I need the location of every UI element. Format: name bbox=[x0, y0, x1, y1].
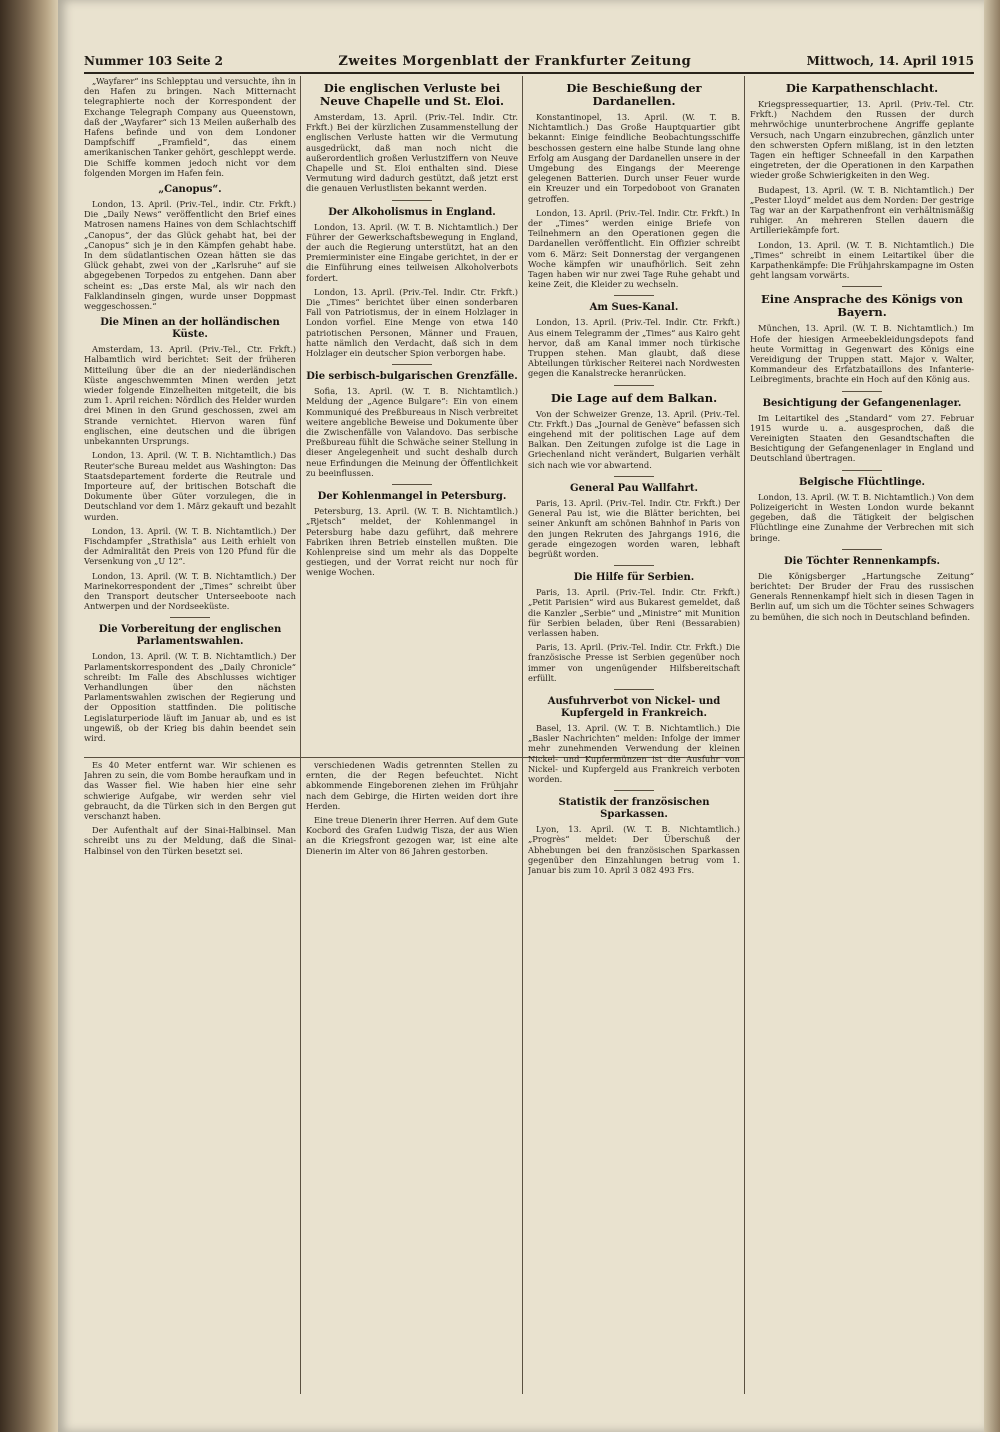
article-minen: Amsterdam, 13. April. (Priv.-Tel., Ctr. Frkft.) Halbamtlich wird berichtet: Seit der früheren Mitteilung über die an der niederländischen Küste angeschwemmten Minen werden jetzt wieder folgende Einzelheiten mitgeteilt, die bis zum 1. April reichen: Nördlich des Helder wurden drei Minen in den Grund geschossen, zwei am Strande vernichtet. Hiervon waren fünf englischen, eine deutschen und die übrigen unbekannten Ursprungs. bbox=[84, 344, 296, 447]
divider bbox=[614, 385, 654, 386]
column-4 bbox=[750, 76, 974, 1394]
article-balkan: Von der Schweizer Grenze, 13. April. (Priv.-Tel. Ctr. Frkft.) Das „Journal de Genève“ befassen sich eingehend mit der politischen Lage auf dem Balkan. Den Zeitungen zufolge ist die Lage in Griechenland nicht verändert, Bulgarien verhält sich nach wie vor abwartend. bbox=[528, 408, 740, 470]
article-sues-kanal: London, 13. April. (Priv.-Tel. Indir. Ctr. Frkft.) Aus einem Telegramm der „Times“ aus Kairo geht hervor, daß am Kanal immer noch türkische Truppen stehen. Man glaubt, daß diese Abteilungen türkischer Reiterei nach Nordwesten gegen die Kanalstrecke heranrücken. bbox=[528, 317, 740, 379]
article-kohlenmangel: Petersburg, 13. April. (W. T. B. Nichtamtlich.) „Rjetsch“ meldet, der Kohlenmangel in Petersburg habe dazu geführt, daß mehrere Fabriken ihren Betrieb einstellen mußten. Die Kohlenpreise sind um mehr als das Doppelte gestiegen, und der Vorrat reicht nur noch für wenige Wochen. bbox=[306, 506, 518, 578]
article-dardanellen-briefe: London, 13. April. (Priv.-Tel. Indir. Ctr. Frkft.) In der „Times“ werden einige Briefe von Teilnehmern an den Operationen gegen die Dardanellen veröffentlicht. Ein Offizier schreibt vom 6. März: Seit Donnerstag der vergangenen Woche kämpfen wir unaufhörlich. Seit zehn Tagen haben wir nur zwei Tage Ruhe gehabt und keine Zeit, die Kleider zu wechseln. bbox=[528, 207, 740, 290]
feuilleton-sinai: Der Aufenthalt auf der Sinai-Halbinsel. Man schreibt uns zu der Meldung, daß die Sinai-Halbinsel von den Türken besetzt sei. bbox=[84, 825, 296, 856]
divider bbox=[392, 200, 432, 201]
article-budapest: Budapest, 13. April. (W. T. B. Nichtamtlich.) Der „Pester Lloyd“ meldet aus dem Norden: Der gestrige Tag war an der Karpathenfront ein verhältnismäßig ruhiger. An mehreren Stellen dauern die Artilleriekämpfe fort. bbox=[750, 184, 974, 236]
article-sparkassen: Lyon, 13. April. (W. T. B. Nichtamtlich.) „Progrès“ meldet: Der Überschuß der Abhebungen bei den französischen Sparkassen gegenüber den Einzahlungen betrug vom 1. Januar bis zum 10. April 3 082 493 Frs. bbox=[528, 824, 740, 875]
divider bbox=[614, 689, 654, 690]
column-rule bbox=[522, 76, 523, 1394]
article-canopus: London, 13. April. (Priv.-Tel., indir. Ctr. Frkft.) Die „Daily News“ veröffentlicht den Brief eines Matrosen namens Haines von dem Schlachtschiff „Canopus“, der das Glück gehabt hat, bei der „Canopus“ sich je in den Kämpfen gehabt habe. In dem südatlantischen Ozean hätten sie das Glück gehabt, zwei von der „Karlsruhe“ auf sie abgegebenen Torpedos zu entgehen. Dann aber scheint es: „Das erste Mal, als wir nach den Falklandinseln gingen, wurde unser Doppmast weggeschossen.“ bbox=[84, 199, 296, 312]
headline-canopus: „Canopus“. bbox=[158, 184, 222, 196]
headline-balkan: Die Lage auf dem Balkan. bbox=[550, 390, 718, 405]
headline-minen: Die Minen an der holländischen Küste. bbox=[100, 317, 280, 341]
article-unterseeboote: London, 13. April. (W. T. B. Nichtamtlich.) Der Marinekorrespondent der „Times“ schreibt über den Transport deutscher Unterseeboote nach Antwerpen und der Nordseeküste. bbox=[84, 570, 296, 612]
headline-gefangenenlager: Besichtigung der Gefangenenlager. bbox=[762, 397, 962, 409]
column-2 bbox=[306, 76, 518, 756]
divider bbox=[614, 565, 654, 566]
divider bbox=[842, 470, 882, 471]
headline-parlament: Die Vorbereitung der englischen Parlamentswahlen. bbox=[98, 624, 282, 648]
headline-sues-kanal: Am Sues-Kanal. bbox=[589, 302, 679, 314]
feuilleton-text-2: verschiedenen Wadis getrennten Stellen zu ernten, die der Regen befeuchtet. Nicht abkommende Eingeborenen ziehen im Frühjahr nach dem Gebirge, die Hirten weiden dort ihre Herden. bbox=[306, 760, 518, 811]
headline-fluechtlinge: Belgische Flüchtlinge. bbox=[798, 476, 926, 488]
masthead bbox=[84, 50, 974, 74]
newspaper-page bbox=[58, 0, 984, 1432]
headline-dardanellen: Die Beschießung der Dardanellen. bbox=[566, 81, 702, 108]
headline-karpathen: Die Karpathenschlacht. bbox=[785, 81, 939, 95]
headline-kohlenmangel: Der Kohlenmangel in Petersburg. bbox=[317, 491, 507, 503]
article-koenig-bayern: München, 13. April. (W. T. B. Nichtamtlich.) Im Hofe der hiesigen Armeebekleidungsdepots fand heute Vormittag in Gegenwart des Königs eine Vereidigung der Truppen statt. Major v. Walter, Kommandeur des Erfatzbataillons des Infanterie-Leibregiments, brachte ein Hoch auf den König aus. bbox=[750, 323, 974, 385]
divider bbox=[392, 484, 432, 485]
divider bbox=[842, 286, 882, 287]
divider bbox=[842, 549, 882, 550]
headline-serbien: Die Hilfe für Serbien. bbox=[573, 572, 695, 584]
divider bbox=[842, 391, 882, 392]
column-rule bbox=[300, 76, 301, 1394]
column-rule bbox=[744, 76, 745, 1394]
book-binding bbox=[0, 0, 58, 1432]
page-edge bbox=[984, 0, 1000, 1432]
feuilleton-dienerin: Eine treue Dienerin ihrer Herren. Auf dem Gute Kocbord des Grafen Ludwig Tisza, der aus Wien an die Kriegsfront gezogen war, ist eine alte Dienerin im Alter von 86 Jahren gestorben. bbox=[306, 815, 518, 856]
article-grenzfaelle: Sofia, 13. April. (W. T. B. Nichtamtlich.) Meldung der „Agence Bulgare“: Ein von einem Kommuniqué des Preßbureaus in Nisch verbreitet weitere angebliche Beweise und Dokumente über die Zwischenfälle von Valandovo. Das serbische Preßbureau fühlt die Schwäche seiner Stellung in dieser Angelegenheit und sucht deshalb durch neue Erfindungen die Meinung der Öffentlichkeit zu beeinflussen. bbox=[306, 386, 518, 478]
article-ausfuhrverbot: Basel, 13. April. (W. T. B. Nichtamtlich.) Die „Basler Nachrichten“ melden: Infolge der immer mehr zunehmenden Verwendung der kleinen Nickel- und Kupfermünzen ist die Ausfuhr von Nickel- und Kupfergeld aus Frankreich verboten worden. bbox=[528, 722, 740, 784]
divider bbox=[614, 295, 654, 296]
headline-koenig-bayern: Eine Ansprache des Königs von Bayern. bbox=[760, 292, 964, 320]
article-karpathen: Kriegspressequartier, 13. April. (Priv.-Tel. Ctr. Frkft.) Nachdem den Russen der durch mehrwöchige ununterbrochene Angriffe geplante Versuch, nach Ungarn einzubrechen, gänzlich unter den schwersten Opfern mißlang, ist in den letzten Tagen ein heftiger Schneefall in den Karpathen eingetreten, der die Operationen in den Karpathen wieder große Schwierigkeiten in den Weg. bbox=[750, 99, 974, 181]
newspaper-title: Zweites Morgenblatt der Frankfurter Zeitung bbox=[338, 53, 692, 69]
article-washington: London, 13. April. (W. T. B. Nichtamtlich.) Das Reuter'sche Bureau meldet aus Washington: Das Staatsdepartement forderte die Reutrale und Importeure auf, der britischen Botschaft die Dokumente über Güter vorzulegen, die in Deutschland vor dem 1. März gekauft und bezahlt wurden. bbox=[84, 450, 296, 522]
headline-sparkassen: Statistik der französischen Sparkassen. bbox=[558, 797, 710, 821]
divider bbox=[170, 617, 210, 618]
column-1 bbox=[84, 76, 296, 756]
article-fluechtlinge: London, 13. April. (W. T. B. Nichtamtlich.) Von dem Polizeigericht in Westen London wurde bekannt gegeben, daß die Tätigkeit der belgischen Flüchtlinge eine Zunahme der Verbrechen mit sich bringe. bbox=[750, 491, 974, 543]
article-continuation: „Wayfarer“ ins Schlepptau und versuchte, ihn in den Hafen zu bringen. Nach Mitternacht telegraphierte noch der Korrespondent der Exchange Telegraph Company aus Queenstown, daß der „Wayfarer“ sich 13 Meilen außerhalb des Hafens befinde und von dem Londoner Dampfschiff „Framfield“, das einem amerikanischen Tanker gehört, geschleppt werde. Die Schiffe kommen jedoch nicht vor dem folgenden Morgen im Hafen fein. bbox=[84, 76, 296, 178]
headline-ausfuhrverbot: Ausfuhrverbot von Nickel- und Kupfergeld in Frankreich. bbox=[547, 695, 721, 719]
article-serbien-2: Paris, 13. April. (Priv.-Tel. Indir. Ctr. Frkft.) Die französische Presse ist Serbien gegenüber noch immer von ungenügender Hilfsbereitschaft erfüllt. bbox=[528, 642, 740, 683]
article-verluste: Amsterdam, 13. April. (Priv.-Tel. Indir. Ctr. Frkft.) Bei der kürzlichen Zusammenstellung der englischen Verluste hatten wir die Vermutung ausgedrückt, daß man noch nicht die außerordentlich großen Verlustziffern von Neuve Chapelle und St. Eloi enthalten sind. Diese Vermutung wird dadurch gestützt, daß jetzt erst die genauen Verlustlisten bekannt werden. bbox=[306, 112, 518, 194]
feuilleton-text: Es 40 Meter entfernt war. Wir schienen es Jahren zu sein, die vom Bombe heraufkam und in das Wasser fiel. Wie haben hier eine sehr schwierige Aufgabe, wir werden sehr viel gebraucht, da die Türken sich in den Bergen gut verschanzt haben. bbox=[84, 760, 296, 822]
lower-column-2 bbox=[306, 760, 518, 1394]
article-serbien-1: Paris, 13. April. (Priv.-Tel. Indir. Ctr. Frkft.) „Petit Parisien“ wird aus Bukarest gemeldet, daß die Kanzler „Serbie“ und „Ministre“ mit Munition für Serbien beladen, über Reni (Bessarabien) verlassen haben. bbox=[528, 587, 740, 638]
article-fischdampfer: London, 13. April. (W. T. B. Nichtamtlich.) Der Fischdampfer „Strathisla“ aus Leith erhielt von der Admiralität den Preis von 120 Pfund für die Versenkung von „U 12“. bbox=[84, 525, 296, 567]
article-gefangenenlager: Im Leitartikel des „Standard“ vom 27. Februar 1915 wurde u. a. ausgesprochen, daß die Vereinigten Staaten den Gesandtschaften die Besichtigung der Gefangenenlager in England und Deutschland übertragen. bbox=[750, 412, 974, 464]
article-rennenkampf: Die Königsberger „Hartungsche Zeitung“ berichtet: Der Bruder der Frau des russischen Generals Rennenkampf hielt sich in diesen Tagen in Berlin auf, um sich um die Töchter seines Schwagers zu bemühen, die sich noch in Deutschland befinden. bbox=[750, 570, 974, 622]
issue-date: Mittwoch, 14. April 1915 bbox=[806, 54, 974, 68]
lower-column-1 bbox=[84, 760, 296, 1394]
column-3 bbox=[528, 76, 740, 1394]
article-holzlager: London, 13. April. (Priv.-Tel. Indir. Ctr. Frkft.) Die „Times“ berichtet über einen sonderbaren Fall von Patriotismus, der in einem Holzlager in London vorfiel. Eine Menge von etwa 140 patriotischen Personen, Männer und Frauen, hatte nämlich den Verdacht, daß sich in dem Holzlager ein deutscher Spion verborgen habe. bbox=[306, 286, 518, 359]
issue-number: Nummer 103 Seite 2 bbox=[84, 54, 224, 68]
divider bbox=[614, 476, 654, 477]
article-parlament: London, 13. April. (W. T. B. Nichtamtlich.) Der Parlamentskorrespondent des „Daily Chronicle“ schreibt: Im Falle des Abschlusses wichtiger Verhandlungen über den nächsten Parlamentswahlen zwischen der Regierung und der Opposition stattfinden. Die politische Legislaturperiode läuft im Januar ab, und es ist ungewiß, ob der Krieg bis dahin beendet sein wird. bbox=[84, 651, 296, 743]
article-dardanellen: Konstantinopel, 13. April. (W. T. B. Nichtamtlich.) Das Große Hauptquartier gibt bekannt: Einige feindliche Beobachtungsschiffe beschossen gestern eine halbe Stunde lang ohne Erfolg am Ausgang der Dardanellen unsere in der Umgebung des Eingangs der Meerenge gelegenen Batterien. Durch unser Feuer wurde ein Kreuzer und ein Torpedoboot von Granaten getroffen. bbox=[528, 112, 740, 204]
headline-grenzfaelle: Die serbisch-bulgarischen Grenzfälle. bbox=[306, 371, 518, 383]
article-pau: Paris, 13. April. (Priv.-Tel. Indir. Ctr. Frkft.) Der General Pau ist, wie die Blätter berichten, bei seiner Ankunft am schönen Bahnhof in Paris von den jungen Rekruten des Jahrgangs 1916, die gerade eingezogen worden waren, lebhaft begrüßt worden. bbox=[528, 497, 740, 559]
divider bbox=[392, 364, 432, 365]
headline-alkoholismus: Der Alkoholismus in England. bbox=[328, 206, 496, 218]
headline-pau: General Pau Wallfahrt. bbox=[570, 482, 698, 494]
article-times-karpathen: London, 13. April. (W. T. B. Nichtamtlich.) Die „Times“ schreibt in einem Leitartikel über die Karpathenkämpfe: Die Frühjahrskampagne im Osten geht langsam vorwärts. bbox=[750, 239, 974, 281]
article-alkoholismus: London, 13. April. (W. T. B. Nichtamtlich.) Der Führer der Gewerkschaftsbewegung in England, der auch die Regierung unterstützt, hat an den Premierminister eine Eingabe gerichtet, in der er die Einführung eines teilweisen Alkoholverbots fordert. bbox=[306, 221, 518, 283]
headline-rennenkampf: Die Töchter Rennenkampfs. bbox=[783, 555, 940, 567]
headline-verluste: Die englischen Verluste bei Neuve Chapelle und St. Eloi. bbox=[319, 81, 505, 108]
divider bbox=[614, 790, 654, 791]
